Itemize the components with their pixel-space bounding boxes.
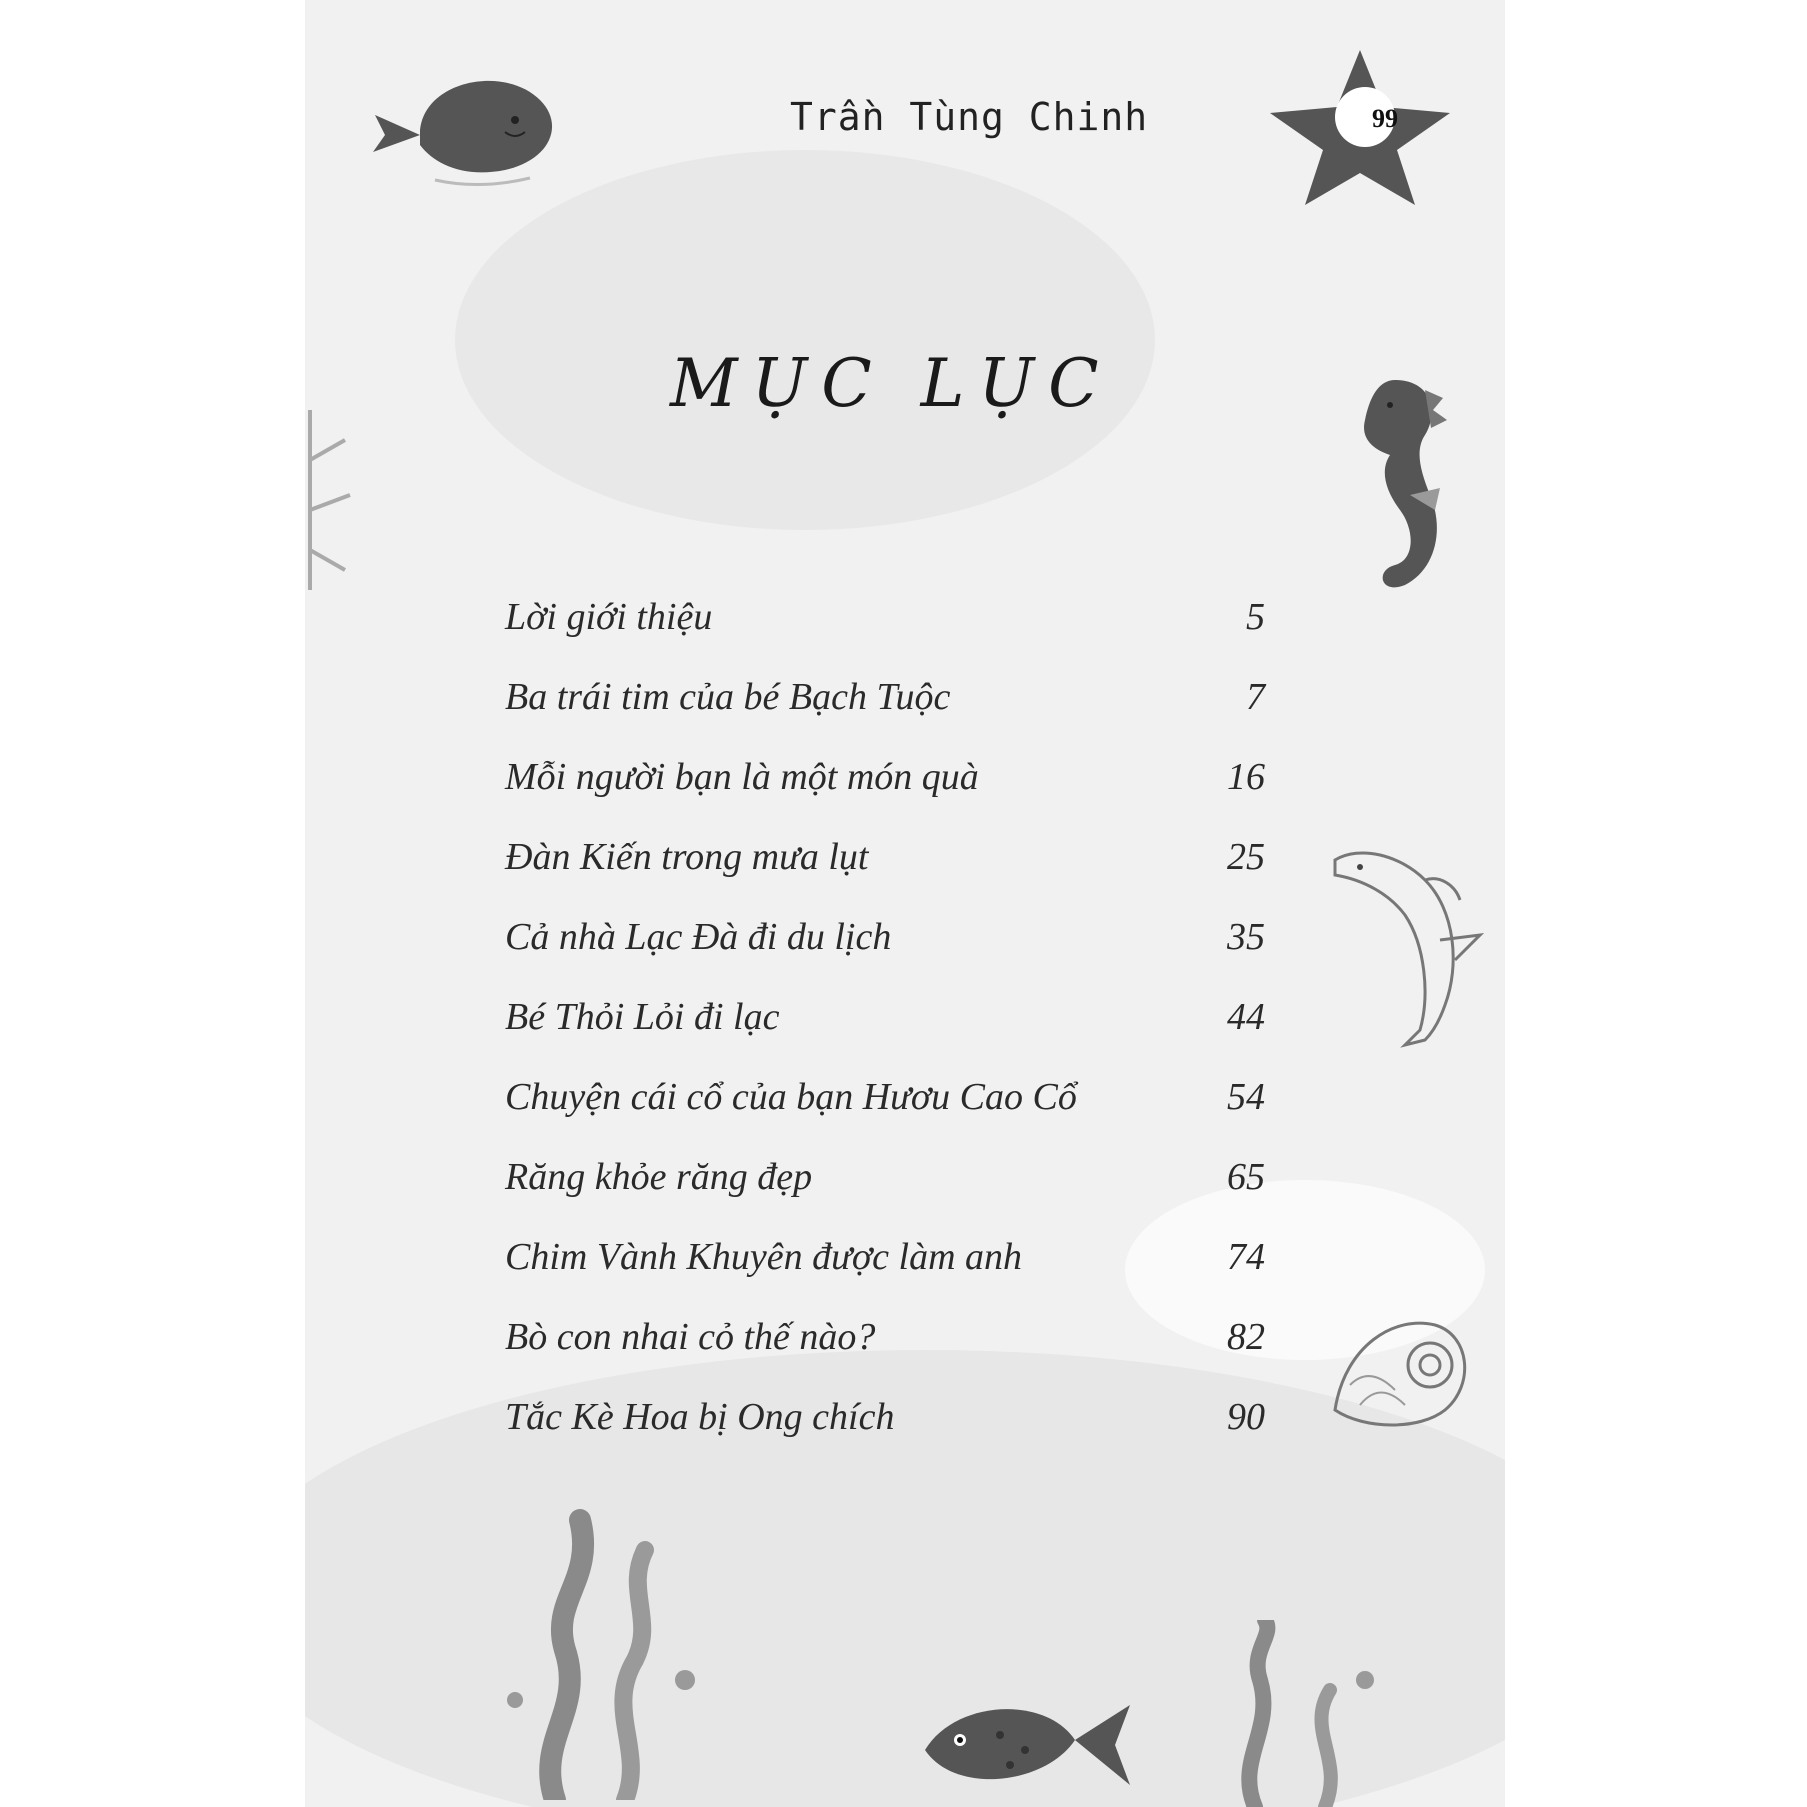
seahorse-icon bbox=[1335, 370, 1455, 620]
toc-entry[interactable] bbox=[505, 1235, 1265, 1315]
toc-entry-page: 44 bbox=[1227, 996, 1265, 1038]
page-number: 99 bbox=[1372, 104, 1398, 133]
toc-entry-title: Lời giới thiệu bbox=[505, 596, 713, 638]
toc-entry-page: 54 bbox=[1227, 1076, 1265, 1118]
seaweed-icon bbox=[495, 1500, 725, 1800]
toc-entry-title: Chuyện cái cổ của bạn Hươu Cao Cổ bbox=[505, 1076, 1077, 1118]
background-blob bbox=[455, 150, 1155, 530]
toc-entry-title: Bò con nhai cỏ thế nào? bbox=[505, 1316, 876, 1358]
toc-entry-page: 90 bbox=[1227, 1396, 1265, 1438]
dolphin-icon bbox=[1330, 845, 1490, 1050]
toc-entry-title: Ba trái tim của bé Bạch Tuộc bbox=[505, 676, 951, 718]
fish-icon bbox=[905, 1680, 1135, 1807]
book-page bbox=[305, 0, 1505, 1807]
toc-entry-page: 65 bbox=[1227, 1156, 1265, 1198]
seaweed-icon bbox=[1205, 1620, 1385, 1807]
toc-entry-title: Mỗi người bạn là một món quà bbox=[505, 756, 979, 798]
toc-entry[interactable] bbox=[505, 595, 1265, 675]
toc-title: MỤC LỤC bbox=[670, 345, 1113, 422]
toc-entry-page: 74 bbox=[1227, 1236, 1265, 1278]
coral-icon bbox=[305, 400, 360, 600]
toc-entry[interactable] bbox=[505, 1155, 1265, 1235]
header-author: Trần Tùng Chinh bbox=[790, 95, 1149, 139]
toc-entry-page: 16 bbox=[1227, 756, 1265, 798]
toc-entry-page: 25 bbox=[1227, 836, 1265, 878]
toc-entry[interactable] bbox=[505, 915, 1265, 995]
toc-entry-page: 7 bbox=[1246, 676, 1265, 718]
toc-entry-title: Đàn Kiến trong mưa lụt bbox=[505, 836, 869, 878]
toc-entry-page: 5 bbox=[1246, 596, 1265, 638]
toc-entry[interactable] bbox=[505, 1395, 1265, 1475]
toc-entry[interactable] bbox=[505, 1075, 1265, 1155]
toc-entry[interactable] bbox=[505, 835, 1265, 915]
toc-entry-title: Tắc Kè Hoa bị Ong chích bbox=[505, 1396, 895, 1438]
toc-entry-title: Bé Thỏi Lỏi đi lạc bbox=[505, 996, 780, 1038]
toc-entry-title: Cả nhà Lạc Đà đi du lịch bbox=[505, 916, 892, 958]
toc-list bbox=[505, 595, 1265, 1475]
toc-entry-title: Răng khỏe răng đẹp bbox=[505, 1156, 813, 1198]
shell-icon bbox=[1325, 1305, 1475, 1435]
toc-entry[interactable] bbox=[505, 1315, 1265, 1395]
toc-entry[interactable] bbox=[505, 995, 1265, 1075]
toc-entry-page: 35 bbox=[1227, 916, 1265, 958]
toc-entry-page: 82 bbox=[1227, 1316, 1265, 1358]
toc-entry[interactable] bbox=[505, 675, 1265, 755]
toc-entry-title: Chim Vành Khuyên được làm anh bbox=[505, 1236, 1023, 1278]
toc-entry[interactable] bbox=[505, 755, 1265, 835]
whale-icon bbox=[365, 60, 595, 190]
